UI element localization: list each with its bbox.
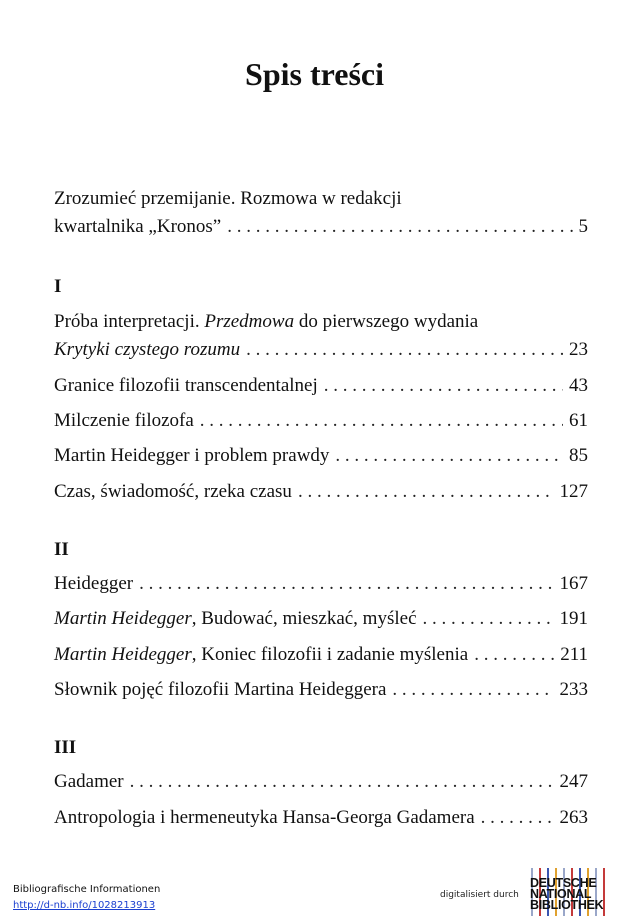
leader-dots [246, 338, 563, 362]
toc-page-number: 61 [569, 410, 588, 431]
page-title: Spis treści [245, 56, 384, 92]
toc-entry [54, 806, 588, 830]
toc-entry-title: kwartalnika „Kronos” [54, 216, 222, 237]
toc-page-number: 211 [560, 644, 588, 665]
leader-dots [474, 643, 554, 667]
toc-entry [54, 444, 588, 468]
toc-entry-title-italic: Martin Heidegger [54, 608, 192, 629]
toc-entry [54, 572, 588, 596]
toc-page-number: 43 [569, 375, 588, 396]
toc-entry-title: Słownik pojęć filozofii Martina Heideggera [54, 679, 387, 700]
leader-dots [130, 770, 554, 794]
dnb-logo-text [530, 878, 614, 911]
toc-entry-title [54, 643, 468, 667]
toc-page-number: 247 [559, 771, 588, 792]
toc-entry [54, 187, 588, 239]
toc-page-number: 23 [569, 339, 588, 360]
toc-entry [54, 643, 588, 667]
toc-entry-title [54, 607, 417, 631]
leader-dots [392, 678, 553, 702]
toc-page-number: 167 [559, 573, 588, 594]
dnb-logo-line: BIBLIOTHEK [530, 898, 604, 912]
toc-entry-title: Martin Heidegger i problem prawdy [54, 445, 330, 466]
toc-entry-line1-rest: do pierwszego wydania [294, 311, 479, 332]
leader-dots [200, 409, 563, 433]
toc-entry [54, 770, 588, 794]
dnb-logo-line: DEUTSCHE [530, 876, 597, 890]
toc-page-number: 5 [578, 216, 588, 237]
dnb-logo [528, 868, 614, 916]
toc-page-number: 263 [559, 807, 588, 828]
toc-entry-title: Czas, świadomość, rzeka czasu [54, 481, 292, 502]
leader-dots [298, 480, 554, 504]
toc-entry-title: Antropologia i hermeneutyka Hansa-Georga Gadamera [54, 807, 475, 828]
toc-entry-title-italic: Martin Heidegger [54, 644, 192, 665]
toc-entry [54, 409, 588, 433]
leader-dots [324, 374, 563, 398]
section-heading: III [54, 737, 77, 758]
toc-entry-line1-italic: Przedmowa [204, 311, 295, 332]
toc-entry [54, 678, 588, 702]
toc-page-number: 127 [559, 481, 588, 502]
leader-dots [481, 806, 554, 830]
bibliographic-info-link[interactable]: http://d-nb.info/1028213913 [13, 900, 156, 911]
toc-entry [54, 374, 588, 398]
section-heading: I [54, 276, 62, 297]
toc-entry-title-rest: , Budować, mieszkać, myśleć [191, 608, 417, 629]
dnb-logo-line: NATIONAL [530, 887, 592, 901]
toc-entry-title-rest: , Koniec filozofii i zadanie myślenia [191, 644, 469, 665]
toc-entry-line1: Zrozumieć przemijanie. Rozmowa w redakcji [54, 188, 402, 209]
toc-page-number: 233 [559, 679, 588, 700]
leader-dots [423, 607, 554, 631]
toc-entry-line1-text: Próba interpretacji. [54, 311, 205, 332]
toc-entry [54, 480, 588, 504]
bibliographic-info [13, 882, 160, 914]
toc-entry-title-italic: Krytyki czystego rozumu [54, 339, 241, 360]
bibliographic-info-label: Bibliografische Informationen [13, 884, 161, 895]
section-heading: II [54, 539, 69, 560]
toc-entry-title: Milczenie filozofa [54, 410, 194, 431]
toc-page-number: 191 [559, 608, 588, 629]
toc-entry [54, 310, 588, 362]
leader-dots [227, 215, 572, 239]
leader-dots [139, 572, 553, 596]
toc-entry-title: Granice filozofii transcendentalnej [54, 375, 318, 396]
toc-entry-title [54, 338, 240, 362]
toc-page-number: 85 [569, 445, 588, 466]
toc-entry-line1 [54, 310, 588, 334]
toc-entry [54, 607, 588, 631]
toc-entry-title: Heidegger [54, 573, 134, 594]
toc-entry-title: Gadamer [54, 771, 124, 792]
digitized-by-label: digitalisiert durch [440, 890, 519, 900]
leader-dots [335, 444, 563, 468]
